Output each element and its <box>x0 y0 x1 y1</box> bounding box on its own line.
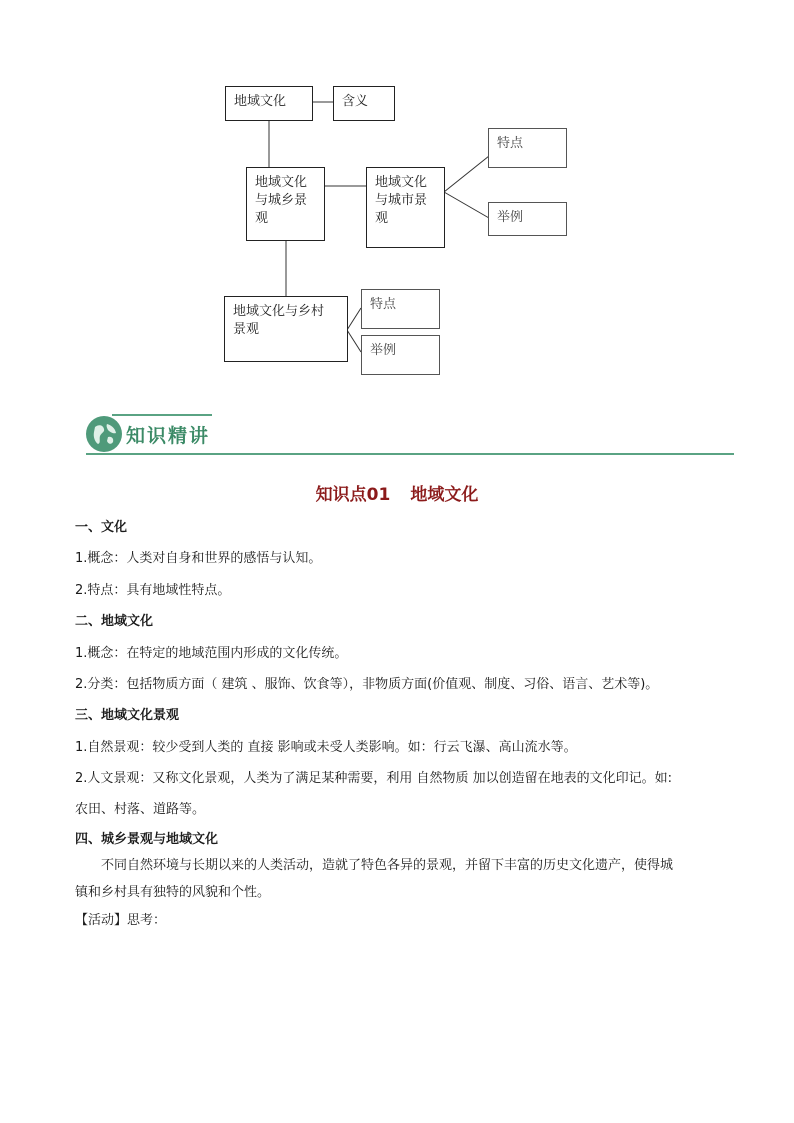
globe-icon <box>86 416 122 452</box>
section-heading-regional-culture: 二、地域文化 <box>75 614 154 629</box>
box-label-line: 地域文化与乡村 <box>233 304 325 319</box>
box-rural-landscape <box>224 296 348 362</box>
section-banner <box>86 408 734 458</box>
paragraph: 1.概念：人类对自身和世界的感悟与认知。 <box>75 551 322 566</box>
paragraph: 1.概念：在特定的地域范围内形成的文化传统。 <box>75 646 348 661</box>
knowledge-point-topic: 地域文化 <box>410 485 479 505</box>
box-label: 举例 <box>370 343 397 358</box>
knowledge-point-label: 知识点01 <box>315 485 391 505</box>
box-label-line: 观 <box>375 211 389 226</box>
box-urban-rural-landscape <box>246 167 325 241</box>
section-heading-culture: 一、文化 <box>75 520 128 535</box>
connector-urban-examples <box>444 192 489 218</box>
section-heading-landscape: 三、地域文化景观 <box>75 708 180 723</box>
box-label-line: 地域文化 <box>375 175 428 190</box>
banner-top-rule <box>112 414 212 416</box>
box-label-line: 地域文化 <box>255 175 308 190</box>
connector-rural-features <box>347 308 361 330</box>
paragraph: 2.人文景观：又称文化景观，人类为了满足某种需要，利用 自然物质 加以创造留在地表的文化印记。如: <box>75 771 673 786</box>
box-label-line: 与城市景 <box>375 193 428 208</box>
box-rural-features <box>361 289 440 329</box>
box-urban-examples <box>488 202 567 236</box>
box-label-line: 观 <box>255 211 269 226</box>
knowledge-point-title <box>0 480 794 505</box>
connector-urban-features <box>444 156 489 192</box>
box-label: 地域文化 <box>234 94 287 109</box>
box-label-line: 与城乡景 <box>255 193 308 208</box>
banner-title: 知识精讲 <box>126 425 211 447</box>
banner-bottom-rule <box>86 453 734 455</box>
box-urban-landscape <box>366 167 445 248</box>
paragraph-continuation: 镇和乡村具有独特的风貌和个性。 <box>75 885 271 900</box>
box-urban-features <box>488 128 567 168</box>
paragraph-continuation: 农田、村落、道路等。 <box>75 802 206 817</box>
activity-label: 【活动】思考： <box>75 913 167 928</box>
paragraph: 2.特点：具有地域性特点。 <box>75 583 231 598</box>
section-heading-urban-rural: 四、城乡景观与地域文化 <box>75 832 219 847</box>
concept-diagram <box>0 0 794 400</box>
box-label: 举例 <box>497 210 524 225</box>
box-regional-culture <box>225 86 313 121</box>
box-rural-examples <box>361 335 440 375</box>
paragraph: 2.分类：包括物质方面（ 建筑 、服饰、饮食等），非物质方面(价值观、制度、习俗、语言、艺术等)。 <box>75 677 659 692</box>
box-label: 含义 <box>342 94 369 109</box>
box-meaning <box>333 86 395 121</box>
box-label: 特点 <box>497 136 524 151</box>
paragraph: 1.自然景观：较少受到人类的 直接 影响或未受人类影响。如：行云飞瀑、高山流水等。 <box>75 740 577 755</box>
connector-rural-examples <box>347 330 361 352</box>
paragraph: 不同自然环境与长期以来的人类活动，造就了特色各异的景观，并留下丰富的历史文化遗产，使得城 <box>101 858 674 873</box>
box-label-line: 景观 <box>233 322 260 337</box>
box-label: 特点 <box>370 297 397 312</box>
